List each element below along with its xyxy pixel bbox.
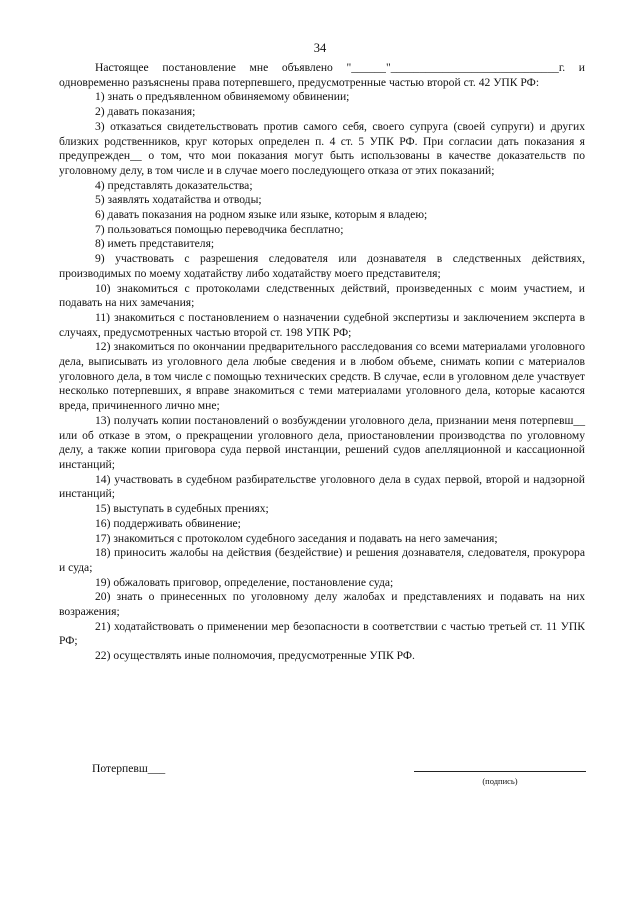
right-item-3: 3) отказаться свидетельствовать против самого себя, своего супруга (своей супруги) и других близких родственников, круг которых определен п. 4 ст. 5 УПК РФ. При согласии дать показания я предупрежден__ о том, что мои показания могут быть использованы в качестве доказательств по уголовному делу, в том числе и в случае моего последующего отказа от этих показаний;	[59, 119, 585, 177]
right-item-6: 6) давать показания на родном языке или языке, которым я владею;	[95, 208, 428, 222]
right-item-4: 4) представлять доказательства;	[95, 178, 253, 192]
right-item-10: 10) знакомиться с протоколами следственных действий, произведенных с моим участием, и подавать на них замечания;	[59, 281, 585, 310]
right-item-11: 11) знакомиться с постановлением о назначении судебной экспертизы и заключением эксперта в случаях, предусмотренных частью второй ст. 198 УПК РФ;	[59, 310, 585, 339]
right-item-21: 21) ходатайствовать о применении мер безопасности в соответствии с частью третьей ст. 11 УПК РФ;	[59, 619, 585, 648]
right-item-2: 2) давать показания;	[95, 105, 196, 119]
right-item-17: 17) знакомиться с протоколом судебного заседания и подавать на него замечания;	[95, 531, 498, 545]
right-item-18: 18) приносить жалобы на действия (бездействие) и решения дознавателя, следователя, прокурора и суда;	[59, 546, 585, 574]
right-item-12: 12) знакомиться по окончании предварительного расследования со всеми материалами уголовного дела, выписывать из уголовного дела любые сведения и в любом объеме, снимать копии с материалов уголовного дела, в том числе с помощью технических средств. В случае, если в уголовном деле участвует несколько потерпевших, я вправе знакомиться с теми материалами уголовного дела, которые касаются вреда, причиненного лично мне;	[59, 340, 585, 413]
intro-paragraph: Настоящее постановление мне объявлено "______"_____________________________г. и одновременно разъяснены права потерпевшего, предусмотренные частью второй ст. 42 УПК РФ:	[59, 61, 585, 89]
right-item-19: 19) обжаловать приговор, определение, постановление суда;	[95, 575, 394, 589]
right-item-22: 22) осуществлять иные полномочия, предусмотренные УПК РФ.	[95, 649, 415, 663]
right-item-7: 7) пользоваться помощью переводчика бесплатно;	[95, 222, 344, 236]
right-item-16: 16) поддерживать обвинение;	[95, 516, 241, 530]
right-item-9: 9) участвовать с разрешения следователя или дознавателя в следственных действиях, производимых по моему ходатайству либо ходатайству моего представителя;	[59, 252, 585, 280]
signature-caption: (подпись)	[482, 776, 518, 786]
right-item-20: 20) знать о принесенных по уголовному делу жалобах и представлениях и подавать на них возражения;	[59, 590, 585, 619]
right-item-5: 5) заявлять ходатайства и отводы;	[95, 193, 262, 207]
right-item-8: 8) иметь представителя;	[95, 237, 215, 251]
right-item-1: 1) знать о предъявленном обвиняемому обвинении;	[95, 90, 350, 104]
right-item-14: 14) участвовать в судебном разбирательстве уголовного дела в судах первой, второй и надзорной инстанций;	[59, 472, 585, 501]
signature-line	[414, 771, 586, 772]
signer-label: Потерпевш___	[92, 762, 166, 775]
right-item-13: 13) получать копии постановлений о возбуждении уголовного дела, признании меня потерпевш__ или об отказе в этом, о прекращении уголовного дела, приостановлении производства по уголовному делу, а также копии приговора суда первой инстанции, решений судов апелляционной и кассационной инстанций;	[59, 413, 585, 471]
page-number: 34	[313, 41, 327, 55]
document-body	[59, 61, 585, 664]
right-item-15: 15) выступать в судебных прениях;	[95, 502, 269, 516]
